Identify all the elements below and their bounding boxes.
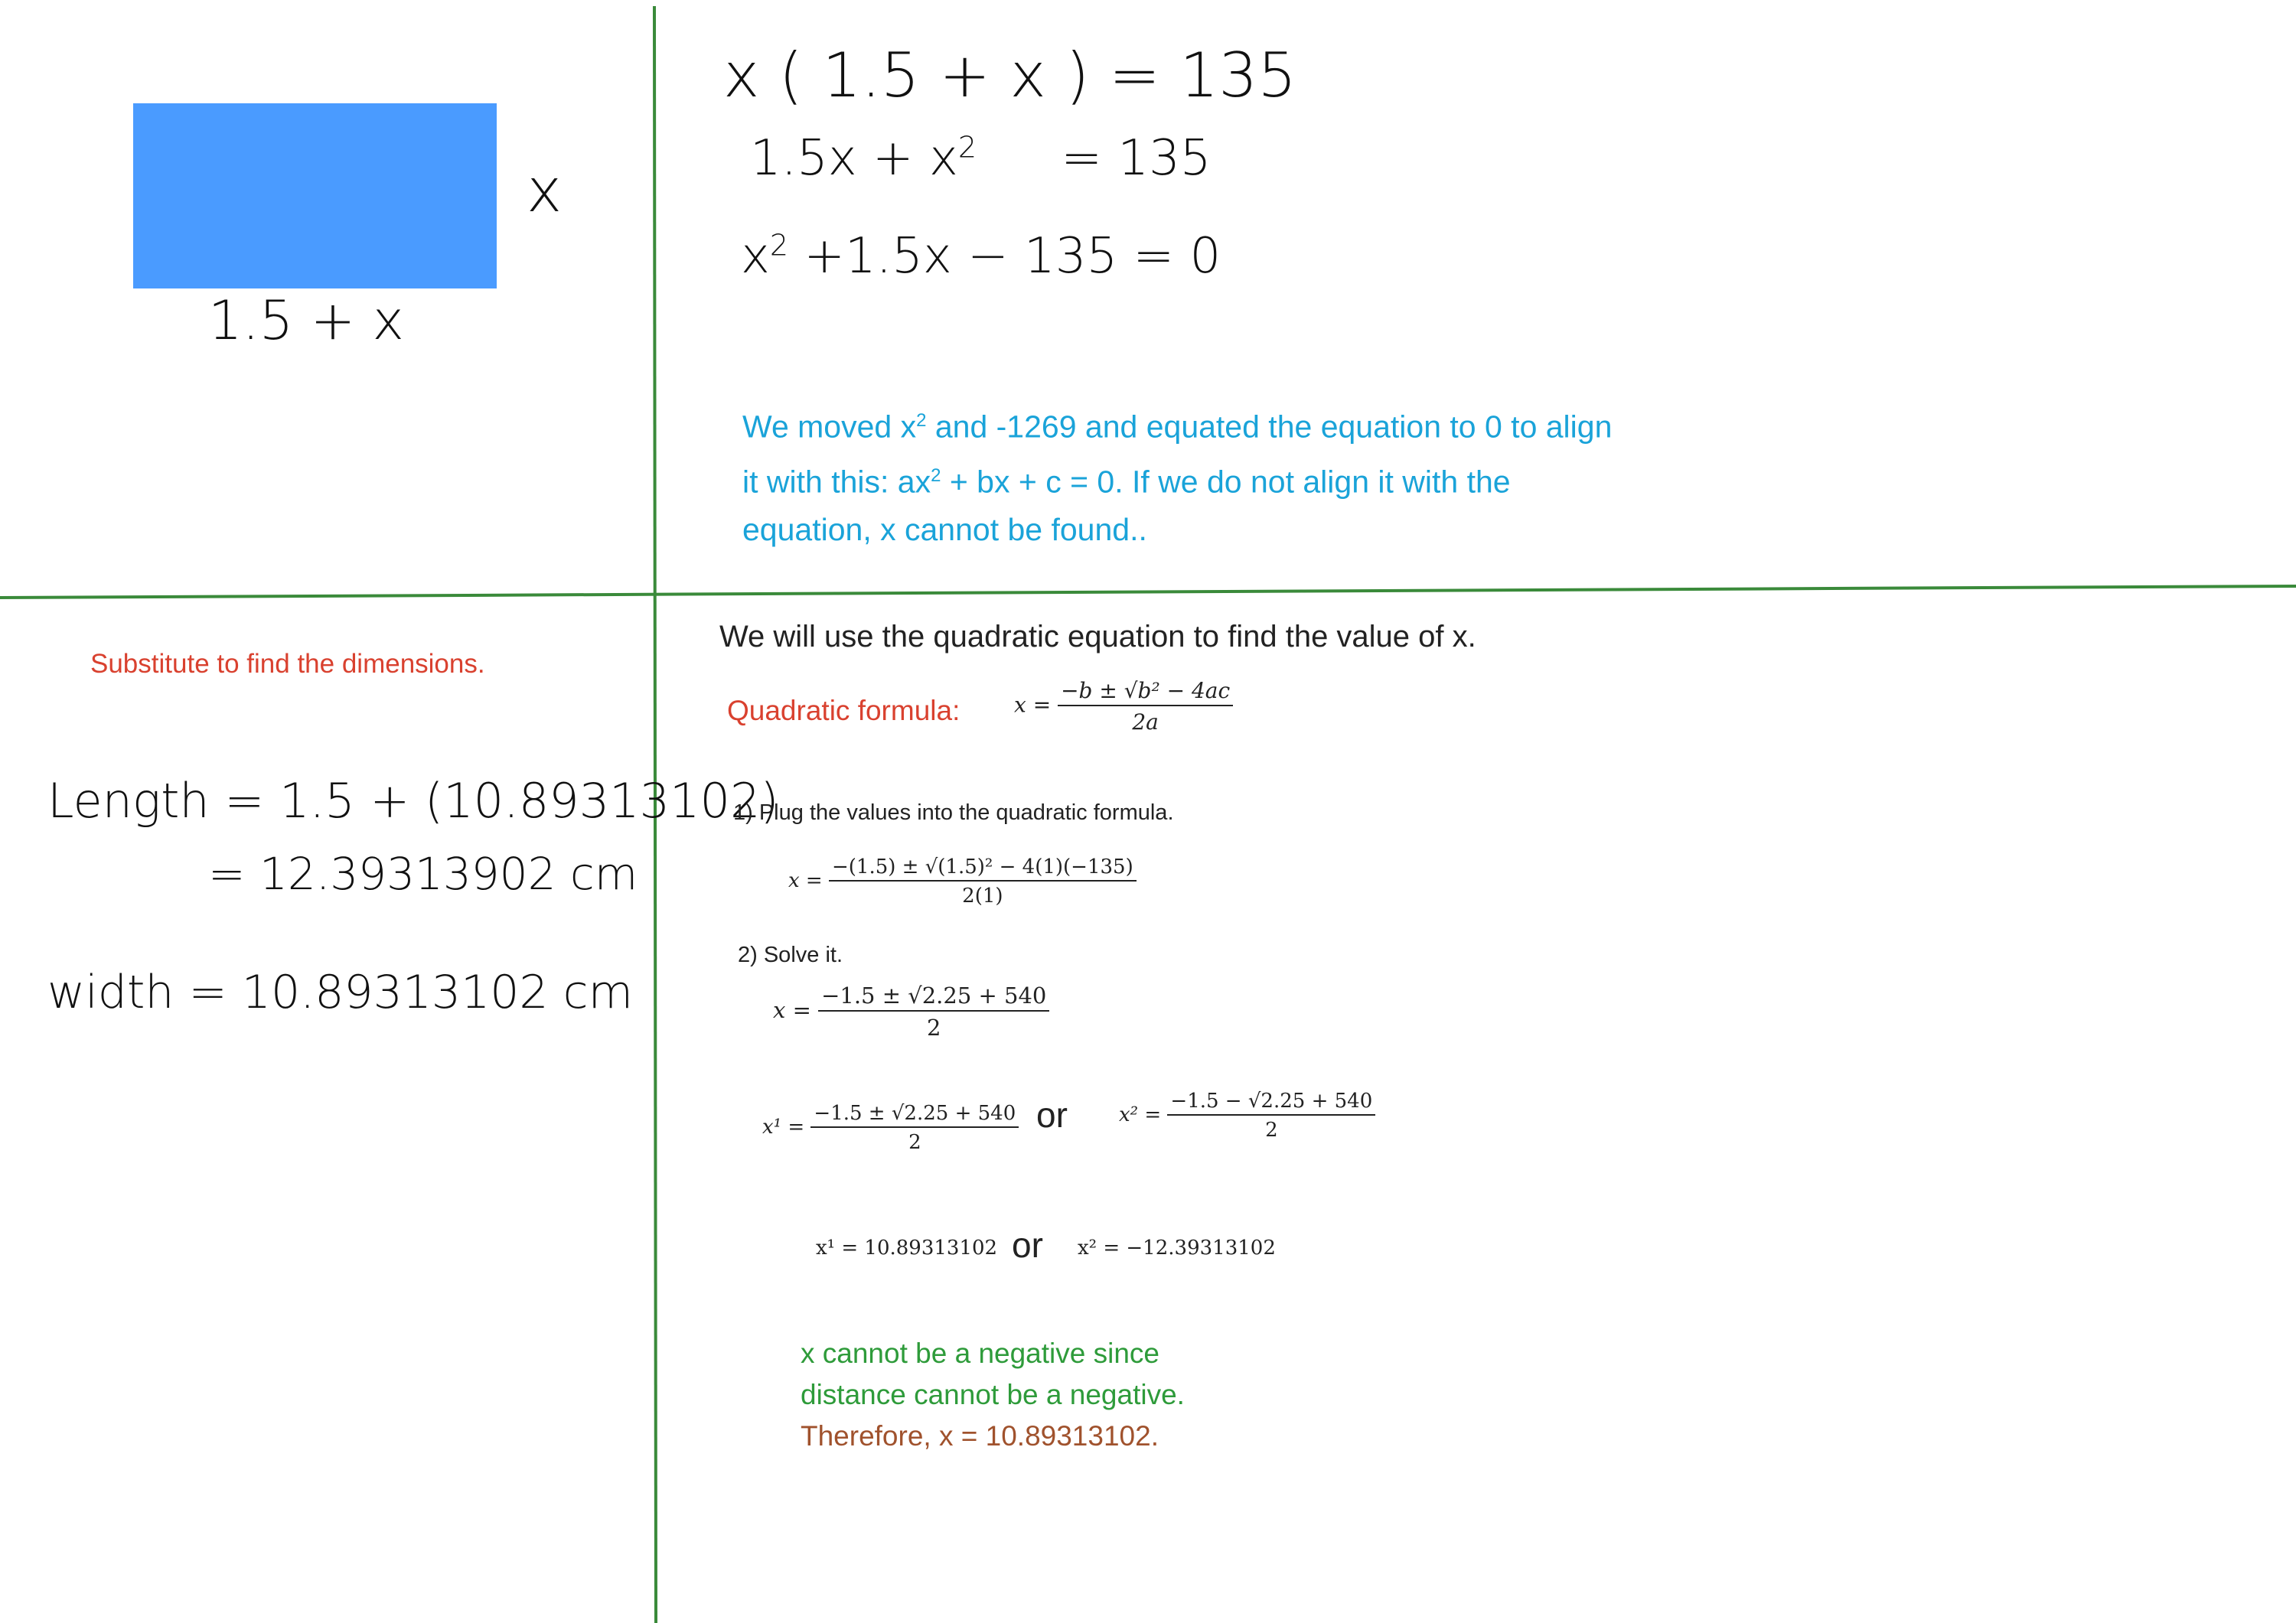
note-text-3: it with this: ax [742, 464, 931, 500]
step-1: 1) Plug the values into the quadratic formula. [733, 800, 1174, 825]
or-connector-1: or [1036, 1095, 1068, 1135]
x2-denominator: 2 [1265, 1119, 1278, 1142]
x1-fraction [810, 1102, 1019, 1154]
note-sup-2: 2 [931, 464, 941, 486]
equation-2 [750, 130, 1212, 187]
equation-3-base: x [741, 228, 770, 285]
note-line-2 [742, 451, 1612, 507]
equation-2-right: = 135 [1061, 130, 1212, 187]
quadratic-formula [1014, 678, 1233, 735]
note-text-1: We moved x [742, 409, 917, 445]
x1-denominator: 2 [908, 1131, 921, 1154]
equation-3-rest: +1.5x − 135 = 0 [804, 228, 1221, 285]
intro-text: We will use the quadratic equation to find the value of x. [719, 620, 1476, 653]
conclusion-line-1: x cannot be a negative since [801, 1338, 1159, 1369]
step-1-numerator: −(1.5) ± √(1.5)² − 4(1)(−135) [829, 855, 1137, 882]
note-line-1 [742, 396, 1612, 451]
conclusion-line-2: distance cannot be a negative. [801, 1379, 1185, 1410]
formula-numerator: −b ± √b² − 4ac [1058, 678, 1233, 706]
explanation-note [742, 396, 1612, 554]
equation-1: x ( 1.5 + x ) = 135 [723, 40, 1297, 111]
equation-2-left: 1.5x + x [750, 130, 958, 187]
note-text-4: + bx + c = 0. If we do not align it with the [941, 464, 1511, 500]
step-2-numerator: −1.5 ± √2.25 + 540 [818, 983, 1049, 1012]
equation-3 [741, 228, 1221, 285]
step-1-denominator: 2(1) [962, 885, 1003, 908]
note-line-3: equation, x cannot be found.. [742, 512, 1147, 548]
x1-numerator: −1.5 ± √2.25 + 540 [810, 1102, 1019, 1128]
formula-fraction [1058, 678, 1233, 735]
step-2-fraction [818, 983, 1049, 1041]
result-x2: x² = −12.39313102 [1078, 1237, 1276, 1260]
x2-lhs: x² = [1119, 1103, 1162, 1126]
x1-lhs: x¹ = [762, 1116, 805, 1139]
or-connector-2: or [1012, 1225, 1043, 1265]
step-1-equation [788, 855, 1137, 908]
equation-3-exponent: 2 [769, 228, 789, 262]
x1-equation [762, 1102, 1019, 1154]
step-1-fraction [829, 855, 1137, 908]
step-2: 2) Solve it. [738, 943, 843, 967]
note-text-2: and -1269 and equated the equation to 0 to align [926, 409, 1613, 445]
formula-lhs: x = [1014, 692, 1052, 718]
width-line: width = 10.89313102 cm [47, 966, 634, 1019]
bottom-label: 1.5 + x [208, 289, 404, 352]
result-x1: x¹ = 10.89313102 [816, 1237, 998, 1260]
length-line-2: = 12.39313902 cm [208, 848, 638, 900]
x2-equation [1119, 1090, 1375, 1142]
side-label: x [527, 157, 563, 226]
formula-label: Quadratic formula: [727, 695, 960, 726]
rectangle-shape [133, 103, 497, 288]
step-2-denominator: 2 [927, 1015, 941, 1041]
step-2-lhs: x = [773, 997, 811, 1023]
substitute-heading: Substitute to find the dimensions. [90, 649, 485, 679]
x2-fraction [1167, 1090, 1375, 1142]
length-line-1: Length = 1.5 + (10.89313102) [47, 773, 779, 829]
step-1-lhs: x = [788, 869, 823, 892]
step-2-equation [773, 983, 1049, 1041]
formula-denominator: 2a [1132, 709, 1159, 735]
conclusion-line-3: Therefore, x = 10.89313102. [801, 1420, 1159, 1452]
note-sup-1: 2 [916, 410, 927, 431]
equation-2-exponent: 2 [957, 130, 977, 165]
x2-numerator: −1.5 − √2.25 + 540 [1167, 1090, 1375, 1116]
